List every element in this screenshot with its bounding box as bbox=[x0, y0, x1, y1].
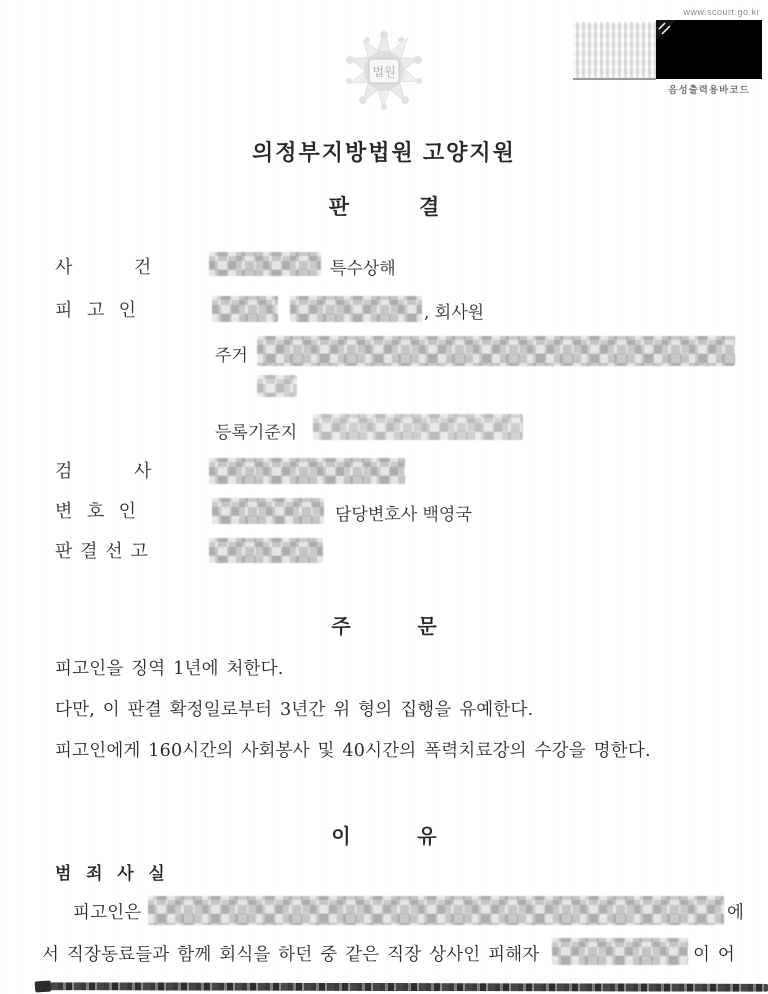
criminal-facts-subheading: 범 죄 사 실 bbox=[55, 864, 170, 883]
barcode-caption: 음성출력용바코드 bbox=[668, 85, 750, 96]
order-line: 피고인을 징역 1년에 처한다. bbox=[55, 659, 284, 679]
redacted-victim-name bbox=[552, 938, 688, 965]
case-name-value: 특수상해 bbox=[330, 259, 396, 279]
order-section-heading: 주 문 bbox=[331, 616, 437, 638]
redacted-defendant-name bbox=[212, 296, 278, 322]
redacted-residence-continued bbox=[257, 375, 297, 397]
scan-edge-corner bbox=[35, 980, 52, 992]
redacted-registered-address bbox=[313, 414, 523, 440]
reason-section-heading: 이 유 bbox=[331, 826, 437, 848]
order-line: 피고인에게 160시간의 사회봉사 및 40시간의 폭력치료강의 수강을 명한다. bbox=[55, 741, 651, 761]
court-seal-icon bbox=[338, 26, 430, 116]
court-name-title: 의정부지방법원 고양지원 bbox=[252, 140, 516, 165]
redacted-case-number bbox=[209, 252, 321, 276]
redacted-sentencing-date bbox=[209, 538, 323, 563]
facts-line1-suffix: 에 bbox=[727, 903, 745, 923]
redacted-incident-location bbox=[148, 896, 724, 925]
counsel-label: 변 호 인 bbox=[55, 501, 138, 522]
order-line: 다만, 이 판결 확정일로부터 3년간 위 형의 집행을 유예한다. bbox=[55, 700, 534, 720]
residence-label: 주거 bbox=[215, 346, 248, 366]
defendant-occupation: , 회사원 bbox=[424, 303, 485, 323]
sentencing-date-label: 판 결 선 고 bbox=[55, 541, 149, 562]
facts-line2-suffix: 이 어 bbox=[693, 945, 735, 965]
prosecutor-label: 검 사 bbox=[55, 461, 153, 482]
facts-line1-prefix: 피고인은 bbox=[73, 903, 142, 923]
scan-edge-artifact bbox=[35, 982, 768, 992]
counsel-name-value: 담당변호사 백영국 bbox=[335, 505, 472, 525]
redacted-defendant-info bbox=[290, 296, 422, 322]
scourt-url-text: www.scourt.go.kr bbox=[683, 7, 760, 17]
defendant-label: 피 고 인 bbox=[55, 300, 138, 321]
registered-base-label: 등록기준지 bbox=[215, 423, 298, 443]
redacted-counsel-firm bbox=[212, 498, 324, 524]
document-title: 판 결 bbox=[328, 196, 440, 219]
case-number-label: 사 건 bbox=[55, 257, 153, 278]
redacted-residence-address bbox=[257, 336, 735, 366]
voice-output-barcode-icon bbox=[656, 20, 762, 79]
facts-line2-prefix: 서 직장동료들과 함께 회식을 하던 중 같은 직장 상사인 피해자 bbox=[42, 945, 540, 965]
watermark-pattern bbox=[573, 22, 656, 80]
seal-label-text: 법원 bbox=[372, 65, 396, 79]
redacted-prosecutor-name bbox=[209, 458, 405, 484]
